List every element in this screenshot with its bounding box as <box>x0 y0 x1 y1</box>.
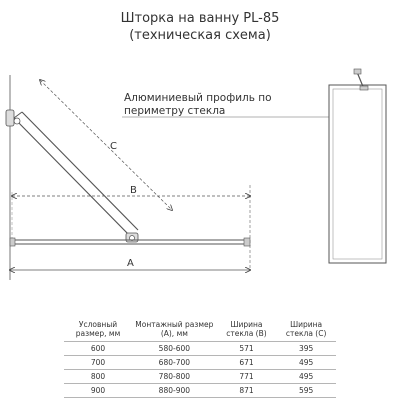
specs-table <box>64 320 336 398</box>
cell-width-c: 495 <box>276 356 336 370</box>
cell-width-c: 595 <box>276 384 336 398</box>
cell-nominal: 600 <box>64 342 132 356</box>
header-glass-width-b: Ширина стекла (В) <box>226 320 267 338</box>
dim-b-label: B <box>130 185 137 196</box>
diagram-title: Шторка на ванну PL-85 <box>120 11 280 26</box>
table-row <box>64 370 336 384</box>
cell-nominal: 900 <box>64 384 132 398</box>
cell-width-c: 495 <box>276 370 336 384</box>
cell-nominal: 700 <box>64 356 132 370</box>
table-row <box>64 342 336 356</box>
front-view-panel <box>329 69 386 263</box>
dim-c-label: C <box>110 141 117 152</box>
cell-mounting: 880-900 <box>132 384 217 398</box>
cell-mounting: 780-800 <box>132 370 217 384</box>
cell-width-b: 571 <box>217 342 277 356</box>
cell-width-b: 871 <box>217 384 277 398</box>
header-glass-width-c: Ширина стекла (С) <box>285 320 327 338</box>
table-header-row <box>64 320 336 342</box>
dim-a-label: A <box>127 258 134 269</box>
cell-mounting: 580-600 <box>132 342 217 356</box>
rotated-glass-panel <box>14 112 138 236</box>
hinge-bottom-icon <box>126 233 138 242</box>
table-row <box>64 356 336 370</box>
diagram-subtitle: (техническая схема) <box>129 28 271 43</box>
cell-width-c: 395 <box>276 342 336 356</box>
cell-width-b: 671 <box>217 356 277 370</box>
cell-nominal: 800 <box>64 370 132 384</box>
header-mounting-size: Монтажный размер (А), мм <box>135 320 214 338</box>
cell-mounting: 680-700 <box>132 356 217 370</box>
header-nominal-size: Условный размер, мм <box>75 320 121 338</box>
hinge-wall-icon <box>6 110 20 126</box>
cell-width-b: 771 <box>217 370 277 384</box>
table-row <box>64 384 336 398</box>
profile-note: Алюминиевый профиль по периметру стекла <box>124 92 272 117</box>
